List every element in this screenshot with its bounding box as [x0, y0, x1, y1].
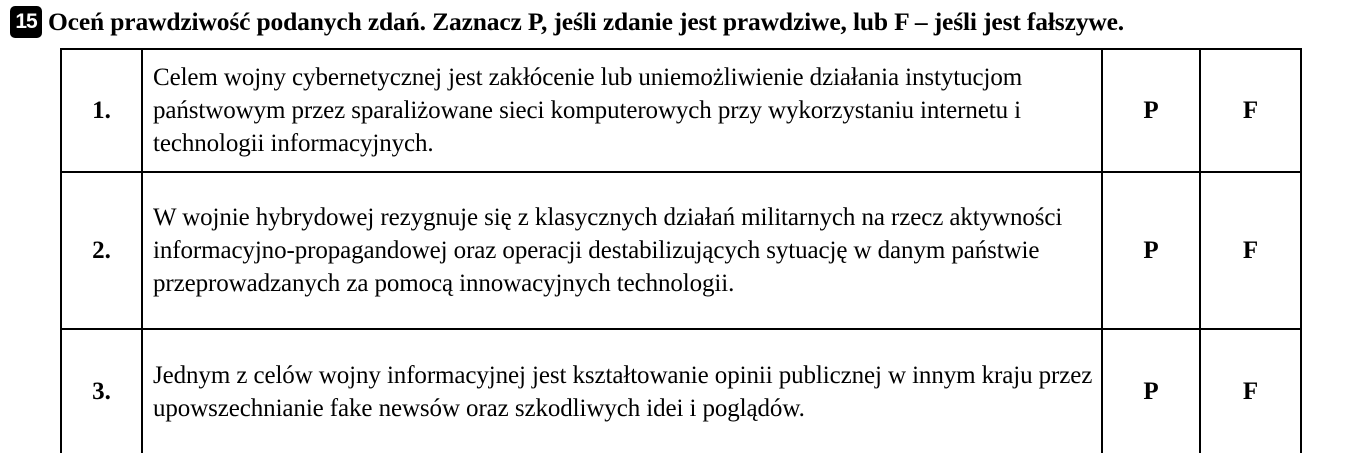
option-false-cell[interactable]: F — [1200, 172, 1301, 329]
statement-number: 3. — [61, 329, 142, 453]
option-false-cell[interactable]: F — [1200, 329, 1301, 453]
true-false-table — [60, 48, 1302, 453]
statement-text: Celem wojny cybernetycznej jest zakłócenie lub uniemożliwienie działania instytucjom państwowym przez sparaliżowane sieci komputerowych przy wykorzystaniu internetu i technologii informacyjnych. — [142, 49, 1102, 172]
task-number-badge: 15 — [10, 6, 42, 38]
task-instruction: Oceń prawdziwość podanych zdań. Zaznacz P, jeśli zdanie jest prawdziwe, lub F – jeśli jest fałszywe. — [48, 7, 1124, 36]
option-false-cell[interactable]: F — [1200, 49, 1301, 172]
option-true-cell[interactable]: P — [1102, 49, 1200, 172]
task-header — [10, 3, 1124, 41]
option-true-cell[interactable]: P — [1102, 329, 1200, 453]
statement-row — [61, 329, 1301, 453]
statement-text: Jednym z celów wojny informacyjnej jest kształtowanie opinii publicznej w innym kraju przez upowszechnianie fake newsów oraz szkodliwych idei i poglądów. — [142, 329, 1102, 453]
statement-row — [61, 49, 1301, 172]
statement-text: W wojnie hybrydowej rezygnuje się z klasycznych działań militarnych na rzecz aktywności informacyjno-propagandowej oraz operacji destabilizujących sytuację w danym państwie przeprowadzanych za pomocą innowacyjnych technologii. — [142, 172, 1102, 329]
statement-number: 1. — [61, 49, 142, 172]
option-true-cell[interactable]: P — [1102, 172, 1200, 329]
statement-row — [61, 172, 1301, 329]
statement-number: 2. — [61, 172, 142, 329]
